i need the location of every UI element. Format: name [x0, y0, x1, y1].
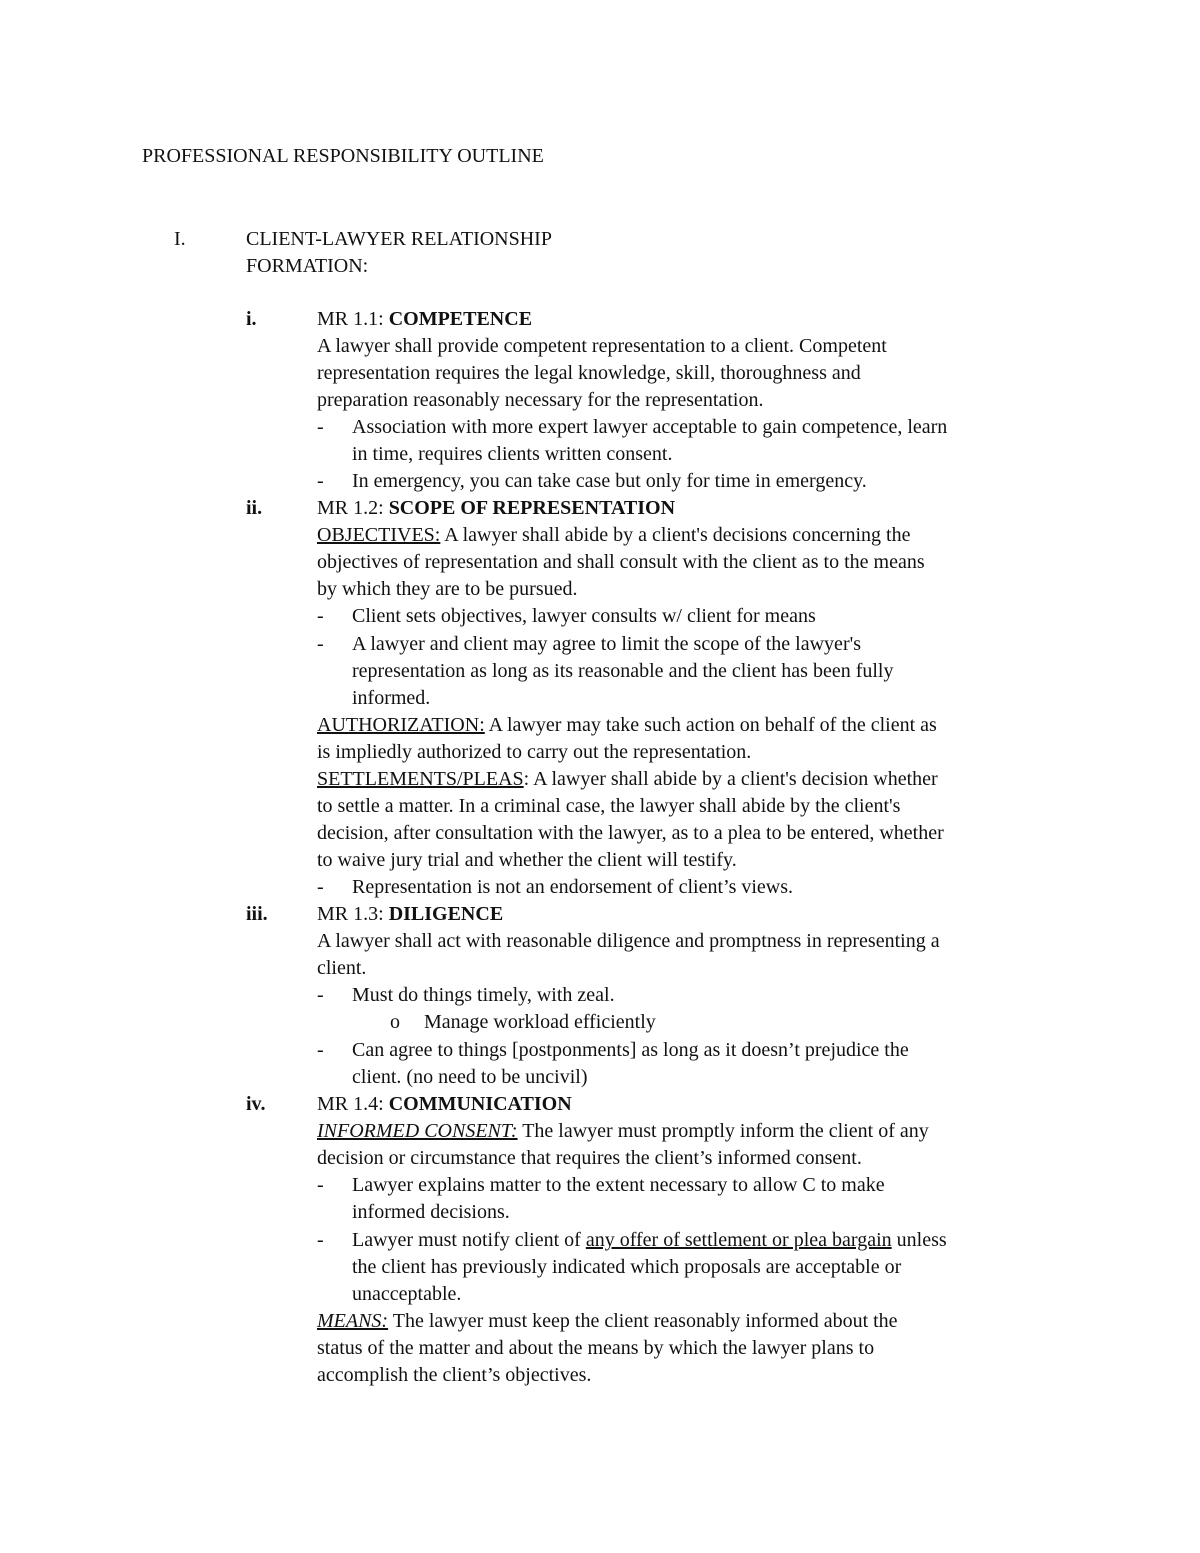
bullet-dash: - — [317, 1039, 324, 1061]
rule-text: A lawyer shall provide competent representation to a client. Competent — [317, 335, 887, 357]
sub-bullet-text: Manage workload efficiently — [424, 1011, 656, 1033]
rule-heading: MR 1.3: DILIGENCE — [317, 903, 504, 925]
bullet-text: client. (no need to be uncivil) — [352, 1066, 588, 1088]
rule-text: representation requires the legal knowledge, skill, thoroughness and — [317, 362, 861, 384]
rule-text: to settle a matter. In a criminal case, the lawyer shall abide by the client's — [317, 795, 901, 817]
rule-numeral: i. — [246, 308, 257, 330]
bullet-text: unacceptable. — [352, 1283, 462, 1305]
means-label: MEANS: — [317, 1310, 389, 1332]
rule-text: decision, after consultation with the lawyer, as to a plea to be entered, whether — [317, 822, 944, 844]
bullet-text: In emergency, you can take case but only for time in emergency. — [352, 470, 867, 492]
bullet-text: A lawyer and client may agree to limit the scope of the lawyer's — [352, 633, 861, 655]
bullet-dash: - — [317, 984, 324, 1006]
rule-text: is impliedly authorized to carry out the representation. — [317, 741, 752, 763]
bullet-dash: - — [317, 876, 324, 898]
rule-text: by which they are to be pursued. — [317, 578, 578, 600]
bullet-text: the client has previously indicated which proposals are acceptable or — [352, 1256, 902, 1278]
rule-text: client. — [317, 957, 367, 979]
bullet-text: informed decisions. — [352, 1201, 510, 1223]
bullet-text: Representation is not an endorsement of client’s views. — [352, 876, 794, 898]
bullet-text: Lawyer must notify client of any offer of settlement or plea bargain unless — [352, 1229, 947, 1251]
document-title: PROFESSIONAL RESPONSIBILITY OUTLINE — [142, 145, 544, 167]
informed-consent-label: INFORMED CONSENT: — [317, 1120, 518, 1142]
rule-text: decision or circumstance that requires the client’s informed consent. — [317, 1147, 862, 1169]
rule-heading: MR 1.2: SCOPE OF REPRESENTATION — [317, 497, 676, 519]
objectives-paragraph: OBJECTIVES: A lawyer shall abide by a client's decisions concerning the — [317, 524, 911, 546]
bullet-dash: - — [317, 1229, 324, 1251]
rule-text: to waive jury trial and whether the client will testify. — [317, 849, 737, 871]
rule-text: A lawyer shall act with reasonable diligence and promptness in representing a — [317, 930, 940, 952]
rule-text: status of the matter and about the means by which the lawyer plans to — [317, 1337, 875, 1359]
bullet-text: in time, requires clients written consent. — [352, 443, 673, 465]
bullet-dash: - — [317, 605, 324, 627]
means-paragraph: MEANS: The lawyer must keep the client reasonably informed about the — [317, 1310, 898, 1332]
bullet-dash: - — [317, 416, 324, 438]
section-subtitle: FORMATION: — [246, 255, 369, 277]
settlement-offer-phrase: any offer of settlement or plea bargain — [585, 1229, 892, 1251]
rule-heading: MR 1.4: COMMUNICATION — [317, 1093, 572, 1115]
informed-consent-paragraph: INFORMED CONSENT: The lawyer must promptly inform the client of any — [317, 1120, 929, 1142]
bullet-text: informed. — [352, 687, 431, 709]
bullet-text: Can agree to things [postponments] as long as it doesn’t prejudice the — [352, 1039, 909, 1061]
bullet-dash: - — [317, 470, 324, 492]
objectives-label: OBJECTIVES: — [317, 524, 441, 546]
bullet-text: Client sets objectives, lawyer consults w/ client for means — [352, 605, 816, 627]
rule-text: preparation reasonably necessary for the representation. — [317, 389, 764, 411]
bullet-dash: - — [317, 1174, 324, 1196]
bullet-text: representation as long as its reasonable and the client has been fully — [352, 660, 894, 682]
section-number: I. — [174, 228, 186, 250]
sub-bullet-marker: o — [390, 1011, 400, 1033]
settlements-paragraph: SETTLEMENTS/PLEAS: A lawyer shall abide by a client's decision whether — [317, 768, 938, 790]
authorization-paragraph: AUTHORIZATION: A lawyer may take such action on behalf of the client as — [317, 714, 937, 736]
bullet-text: Association with more expert lawyer acceptable to gain competence, learn — [352, 416, 948, 438]
bullet-dash: - — [317, 633, 324, 655]
authorization-label: AUTHORIZATION: — [317, 714, 485, 736]
rule-heading: MR 1.1: COMPETENCE — [317, 308, 533, 330]
settlements-label: SETTLEMENTS/PLEAS — [317, 768, 524, 790]
bullet-text: Lawyer explains matter to the extent necessary to allow C to make — [352, 1174, 885, 1196]
rule-numeral: iv. — [246, 1093, 266, 1115]
rule-text: objectives of representation and shall consult with the client as to the means — [317, 551, 925, 573]
rule-text: accomplish the client’s objectives. — [317, 1364, 592, 1386]
rule-numeral: ii. — [246, 497, 263, 519]
bullet-text: Must do things timely, with zeal. — [352, 984, 615, 1006]
rule-numeral: iii. — [246, 903, 268, 925]
section-title: CLIENT-LAWYER RELATIONSHIP — [246, 228, 552, 250]
